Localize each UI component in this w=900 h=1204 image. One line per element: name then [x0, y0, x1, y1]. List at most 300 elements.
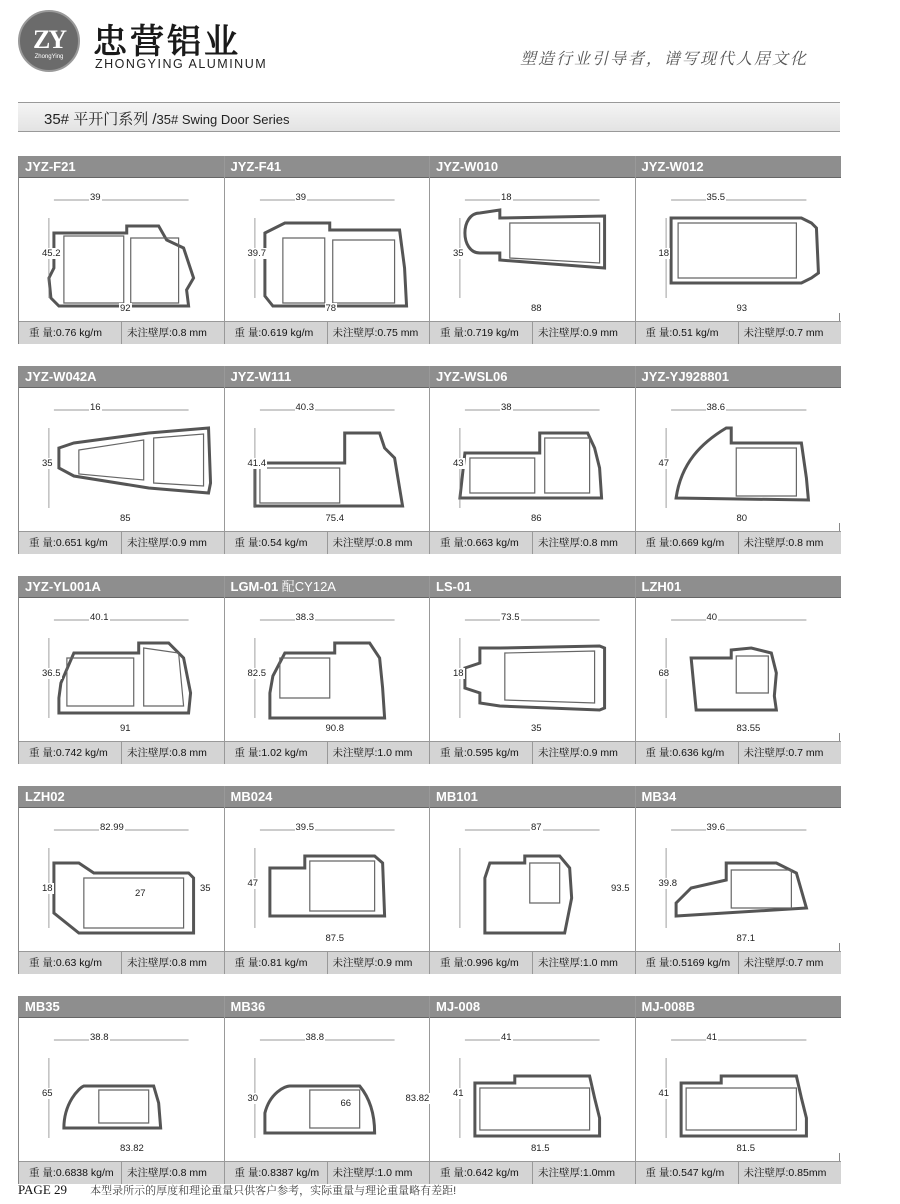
profile-drawing [19, 388, 224, 523]
thickness [744, 1162, 827, 1184]
series-title-en: 35# Swing Door Series [156, 112, 290, 127]
profile-card [19, 576, 225, 764]
profile-outline [264, 1086, 374, 1133]
thickness-value: 1.0mm [582, 1167, 616, 1179]
profile-spec [636, 741, 842, 764]
profile-drawing [225, 1018, 430, 1153]
profile-drawing [636, 1018, 842, 1153]
profile-outline [269, 856, 384, 916]
dimension-label: 83.55 [736, 723, 761, 734]
spec-divider [327, 952, 328, 974]
dimension-label: 41 [706, 1032, 718, 1043]
weight-value: 0.742 kg/m [55, 747, 108, 759]
profile-outline [676, 428, 808, 500]
weight-value: 0.619 kg/m [261, 327, 314, 339]
profile-card [225, 366, 431, 554]
weight [646, 322, 719, 344]
thickness [538, 322, 618, 344]
profile-outline [264, 223, 406, 306]
profile-spec [636, 531, 842, 554]
dimension-label: 43 [453, 458, 464, 469]
weight-value: 0.669 kg/m [672, 537, 725, 549]
profile-code [19, 576, 224, 598]
thickness-value: 0.8 mm [171, 747, 207, 759]
weight-value: 0.81 kg/m [261, 957, 308, 969]
profile-section-diagram [19, 1018, 224, 1153]
thickness [333, 742, 413, 764]
thickness-value: 0.9 mm [377, 957, 413, 969]
profile-code-text: JYZ-W010 [436, 159, 499, 174]
profile-drawing [19, 808, 224, 943]
profile-code [225, 576, 430, 598]
thickness [333, 1162, 413, 1184]
profile-drawing [636, 808, 842, 943]
weight-label: 重 量: [29, 537, 56, 549]
spec-divider [121, 1162, 122, 1184]
profile-spec [636, 1161, 842, 1184]
dimension-label: 39.8 [658, 878, 677, 889]
profile-drawing [19, 178, 224, 313]
profile-section-diagram [225, 598, 430, 733]
weight-label: 重 量: [29, 957, 56, 969]
thickness [333, 532, 413, 554]
dimension-label: 18 [658, 248, 670, 259]
weight [29, 742, 108, 764]
weight [235, 532, 308, 554]
profile-spec [225, 1161, 430, 1184]
profile-spec [225, 741, 430, 764]
thickness-value: 0.8 mm [171, 1167, 207, 1179]
dimension-label: 16 [90, 402, 101, 413]
weight-value: 0.636 kg/m [672, 747, 725, 759]
profile-section-diagram [430, 1018, 635, 1153]
dimension-label: 47 [247, 878, 259, 889]
profile-drawing [225, 598, 430, 733]
weight [440, 742, 519, 764]
weight [440, 322, 519, 344]
weight-value: 1.02 kg/m [261, 747, 308, 759]
dimension-label: 36.5 [42, 668, 61, 679]
dimension-label: 85 [120, 513, 131, 524]
thickness [127, 1162, 207, 1184]
profile-spec [19, 741, 224, 764]
spec-divider [532, 532, 533, 554]
dimension-label: 35 [200, 883, 211, 894]
profile-card [19, 156, 225, 344]
dimension-label: 91 [120, 723, 131, 734]
profile-code-text: MB34 [641, 789, 677, 804]
dimension-label: 68 [658, 668, 670, 679]
spec-divider [738, 322, 739, 344]
thickness-value: 1.0 mm [582, 957, 618, 969]
profile-code-text: JYZ-W042A [25, 369, 97, 384]
spec-divider [532, 742, 533, 764]
dimension-label: 38.6 [706, 402, 725, 413]
dimension-label: 82.99 [100, 822, 124, 833]
profile-code [430, 576, 635, 598]
weight [646, 532, 725, 554]
profile-spec [430, 531, 635, 554]
weight-label: 重 量: [645, 747, 673, 759]
weight-value: 0.51 kg/m [672, 327, 719, 339]
profile-card [225, 156, 431, 344]
thickness [538, 952, 618, 974]
profile-spec [636, 321, 842, 344]
series-title-cn: 35# 平开门系列 / [44, 111, 157, 128]
dimension-label: 39.7 [247, 248, 266, 259]
profile-spec [225, 531, 430, 554]
dimension-label: 18 [501, 192, 512, 203]
profile-card [430, 996, 636, 1184]
weight-label: 重 量: [29, 747, 56, 759]
profile-row [18, 366, 840, 554]
thickness-label: 未注壁厚: [538, 1167, 583, 1179]
weight [235, 742, 308, 764]
thickness-value: 0.75 mm [377, 327, 419, 339]
page-number: PAGE 29 [18, 1182, 68, 1197]
profile-section-diagram [19, 388, 224, 523]
weight-value: 0.719 kg/m [466, 327, 519, 339]
thickness [744, 952, 824, 974]
profile-outline [54, 863, 194, 933]
profile-section-diagram [225, 808, 430, 943]
thickness-value: 0.9 mm [171, 537, 207, 549]
profile-drawing [225, 388, 430, 523]
profile-note: 配CY12A [278, 579, 336, 594]
dimension-label: 73.5 [501, 612, 520, 623]
spec-divider [532, 952, 533, 974]
profile-outline [691, 648, 776, 710]
thickness-label: 未注壁厚: [127, 957, 172, 969]
dimension-label: 35 [42, 458, 53, 469]
profile-code [636, 366, 842, 388]
thickness-label: 未注壁厚: [127, 1167, 172, 1179]
page-footer [18, 1182, 456, 1198]
thickness-label: 未注壁厚: [332, 957, 378, 969]
weight-value: 0.547 kg/m [672, 1167, 725, 1179]
thickness [333, 322, 419, 344]
weight [646, 1162, 725, 1184]
dimension-label: 93 [736, 303, 748, 314]
weight [440, 532, 519, 554]
profile-code [225, 996, 430, 1018]
thickness-label: 未注壁厚: [538, 327, 583, 339]
weight-label: 重 量: [440, 327, 467, 339]
dimension-label: 75.4 [325, 513, 344, 524]
dimension-label: 41 [501, 1032, 512, 1043]
weight-label: 重 量: [440, 1167, 467, 1179]
dimension-label: 39.6 [706, 822, 725, 833]
profile-code [19, 996, 224, 1018]
thickness-label: 未注壁厚: [743, 537, 789, 549]
profile-row [18, 786, 840, 974]
dimension-label: 39.5 [295, 822, 314, 833]
weight-label: 重 量: [234, 537, 262, 549]
profile-spec [430, 951, 635, 974]
thickness-value: 1.0 mm [377, 747, 413, 759]
slogan: 塑造行业引导者，谱写现代人居文化 [519, 49, 808, 68]
profile-code [225, 366, 430, 388]
dimension-label: 41 [658, 1088, 670, 1099]
thickness [538, 742, 618, 764]
dimension-label: 65 [42, 1088, 53, 1099]
profile-code [636, 996, 842, 1018]
spec-divider [121, 742, 122, 764]
profile-code [19, 366, 224, 388]
series-title [44, 108, 290, 129]
profile-spec [636, 951, 842, 974]
thickness-label: 未注壁厚: [538, 747, 583, 759]
profile-spec [19, 531, 224, 554]
dimension-label: 39 [90, 192, 101, 203]
profile-code [225, 786, 430, 808]
profile-drawing [430, 388, 635, 523]
thickness-label: 未注壁厚: [743, 747, 789, 759]
weight [29, 532, 108, 554]
profile-drawing [636, 178, 842, 313]
spec-divider [121, 952, 122, 974]
profile-code [430, 366, 635, 388]
profile-drawing [430, 808, 635, 943]
weight-value: 0.651 kg/m [55, 537, 108, 549]
spec-divider [738, 532, 739, 554]
profile-card [636, 786, 842, 974]
company-name-cn: 忠营铝业 [93, 23, 241, 61]
dimension-label: 40 [706, 612, 718, 623]
profile-card [19, 366, 225, 554]
weight-value: 0.595 kg/m [466, 747, 519, 759]
thickness-value: 0.8 mm [171, 957, 207, 969]
dimension-label: 93.5 [611, 883, 630, 894]
thickness [538, 532, 618, 554]
spec-divider [738, 742, 739, 764]
spec-divider [121, 322, 122, 344]
weight [440, 952, 519, 974]
profile-drawing [19, 598, 224, 733]
profile-drawing [430, 598, 635, 733]
company-name-en: ZHONGYING ALUMINUM [95, 57, 268, 71]
profile-drawing [225, 178, 430, 313]
thickness-value: 0.7 mm [788, 747, 824, 759]
profile-section-diagram [636, 808, 842, 943]
profile-code [636, 156, 842, 178]
thickness-value: 1.0 mm [377, 1167, 413, 1179]
dimension-label: 35 [531, 723, 542, 734]
weight [235, 322, 314, 344]
logo-subtext: ZhongYing [34, 54, 64, 60]
profile-card [430, 786, 636, 974]
profile-code [430, 996, 635, 1018]
profile-code-text: LZH02 [25, 789, 65, 804]
dimension-label: 81.5 [736, 1143, 755, 1154]
weight-value: 0.996 kg/m [466, 957, 519, 969]
weight-label: 重 量: [234, 957, 262, 969]
footer-note: 本型录所示的厚度和理论重量只供客户参考，实际重量与理论重量略有差距! [90, 1185, 457, 1197]
profile-outline [460, 433, 602, 498]
profile-section-diagram [430, 178, 635, 313]
profile-card [636, 576, 842, 764]
thickness [744, 322, 824, 344]
profile-section-diagram [636, 178, 842, 313]
profile-outline [269, 643, 384, 718]
dimension-label: 38.8 [305, 1032, 324, 1043]
weight [235, 1162, 320, 1184]
profile-code-text: JYZ-W111 [230, 369, 292, 384]
dimension-label: 83.82 [405, 1093, 430, 1104]
profile-spec [430, 741, 635, 764]
profile-code-text: LS-01 [436, 579, 472, 594]
thickness-label: 未注壁厚: [538, 957, 583, 969]
thickness-value: 0.9 mm [582, 747, 618, 759]
thickness-label: 未注壁厚: [743, 1167, 789, 1179]
profile-code-text: MB101 [436, 789, 478, 804]
profile-section-diagram [636, 388, 842, 523]
profile-section-diagram [636, 1018, 842, 1153]
profile-code [430, 786, 635, 808]
profile-outline [59, 643, 191, 713]
dimension-label: 81.5 [531, 1143, 550, 1154]
thickness-label: 未注壁厚: [743, 957, 789, 969]
weight [440, 1162, 519, 1184]
dimension-label: 87.5 [325, 933, 344, 944]
logo-text: ZY [32, 25, 66, 54]
dimension-label: 40.1 [90, 612, 109, 623]
thickness [127, 952, 207, 974]
dimension-label: 41 [453, 1088, 464, 1099]
profile-code-text: JYZ-WSL06 [436, 369, 508, 384]
dimension-label: 88 [531, 303, 542, 314]
weight-value: 0.63 kg/m [55, 957, 102, 969]
weight-value: 0.8387 kg/m [261, 1167, 320, 1179]
profile-row [18, 156, 840, 344]
profile-spec [225, 951, 430, 974]
profile-code-text: JYZ-YJ928801 [641, 369, 729, 384]
dimension-label: 87 [531, 822, 542, 833]
weight-value: 0.642 kg/m [466, 1167, 519, 1179]
profile-card [430, 156, 636, 344]
profile-code [225, 156, 430, 178]
profile-card [430, 576, 636, 764]
profile-card [430, 366, 636, 554]
profile-spec [430, 1161, 635, 1184]
profile-outline [254, 433, 402, 506]
weight-value: 0.663 kg/m [466, 537, 519, 549]
profile-outline [59, 428, 211, 493]
profile-spec [19, 321, 224, 344]
thickness-value: 0.8 mm [171, 327, 207, 339]
dimension-label: 35.5 [706, 192, 725, 203]
profile-code-text: JYZ-YL001A [25, 579, 101, 594]
profile-drawing [636, 598, 842, 733]
spec-divider [738, 952, 739, 974]
thickness-label: 未注壁厚: [332, 327, 378, 339]
thickness [744, 532, 824, 554]
thickness-label: 未注壁厚: [332, 1167, 378, 1179]
spec-divider [738, 1162, 739, 1184]
profile-code-text: MB024 [230, 789, 273, 804]
profile-code [430, 156, 635, 178]
weight-label: 重 量: [440, 537, 467, 549]
weight-label: 重 量: [645, 957, 673, 969]
profile-card [19, 786, 225, 974]
dimension-label: 38 [501, 402, 512, 413]
profile-spec [19, 1161, 224, 1184]
thickness [538, 1162, 615, 1184]
profile-code-text: MB35 [25, 999, 60, 1014]
profile-code-text: MB36 [230, 999, 266, 1014]
profile-drawing [430, 1018, 635, 1153]
dimension-label: 38.3 [295, 612, 314, 623]
weight-label: 重 量: [234, 327, 262, 339]
dimension-label: 86 [531, 513, 542, 524]
profile-code [19, 786, 224, 808]
profile-row [18, 576, 840, 764]
weight [646, 952, 731, 974]
weight-value: 0.54 kg/m [261, 537, 308, 549]
dimension-label: 80 [736, 513, 748, 524]
thickness-label: 未注壁厚: [332, 537, 378, 549]
spec-divider [327, 742, 328, 764]
weight [29, 952, 102, 974]
spec-divider [327, 532, 328, 554]
thickness-value: 0.8 mm [377, 537, 413, 549]
spec-divider [532, 1162, 533, 1184]
profile-code-text: MJ-008 [436, 999, 481, 1014]
dimension-label: 87.1 [736, 933, 755, 944]
thickness-value: 0.8 mm [788, 537, 824, 549]
thickness-label: 未注壁厚: [743, 327, 789, 339]
profile-outline [64, 1086, 161, 1128]
profile-outline [485, 856, 572, 933]
profile-section-diagram [430, 598, 635, 733]
weight [29, 1162, 114, 1184]
thickness-value: 0.9 mm [582, 327, 618, 339]
profile-section-diagram [19, 598, 224, 733]
thickness-value: 0.85mm [788, 1167, 827, 1179]
thickness-value: 0.8 mm [582, 537, 618, 549]
series-title-bar [18, 102, 840, 132]
profile-spec [430, 321, 635, 344]
profile-drawing [225, 808, 430, 943]
profile-drawing [430, 178, 635, 313]
dimension-label: 66 [340, 1098, 352, 1109]
spec-divider [327, 1162, 328, 1184]
profile-card [225, 786, 431, 974]
dimension-label: 78 [325, 303, 337, 314]
weight [29, 322, 102, 344]
thickness-label: 未注壁厚: [127, 747, 172, 759]
dimension-label: 18 [453, 668, 464, 679]
profile-spec [19, 951, 224, 974]
thickness-value: 0.7 mm [788, 957, 824, 969]
profile-code-text: MJ-008B [641, 999, 695, 1014]
profile-card [19, 996, 225, 1184]
thickness-label: 未注壁厚: [127, 537, 172, 549]
dimension-label: 82.5 [247, 668, 266, 679]
profile-card [636, 996, 842, 1184]
weight-value: 0.6838 kg/m [55, 1167, 114, 1179]
profile-drawing [636, 388, 842, 523]
spec-divider [327, 322, 328, 344]
profile-code-text: LGM-01 [230, 579, 279, 594]
profile-section-diagram [225, 388, 430, 523]
dimension-label: 38.8 [90, 1032, 109, 1043]
company-logo [18, 10, 80, 72]
weight [646, 742, 725, 764]
thickness [127, 322, 207, 344]
dimension-label: 45.2 [42, 248, 61, 259]
thickness-label: 未注壁厚: [538, 537, 583, 549]
